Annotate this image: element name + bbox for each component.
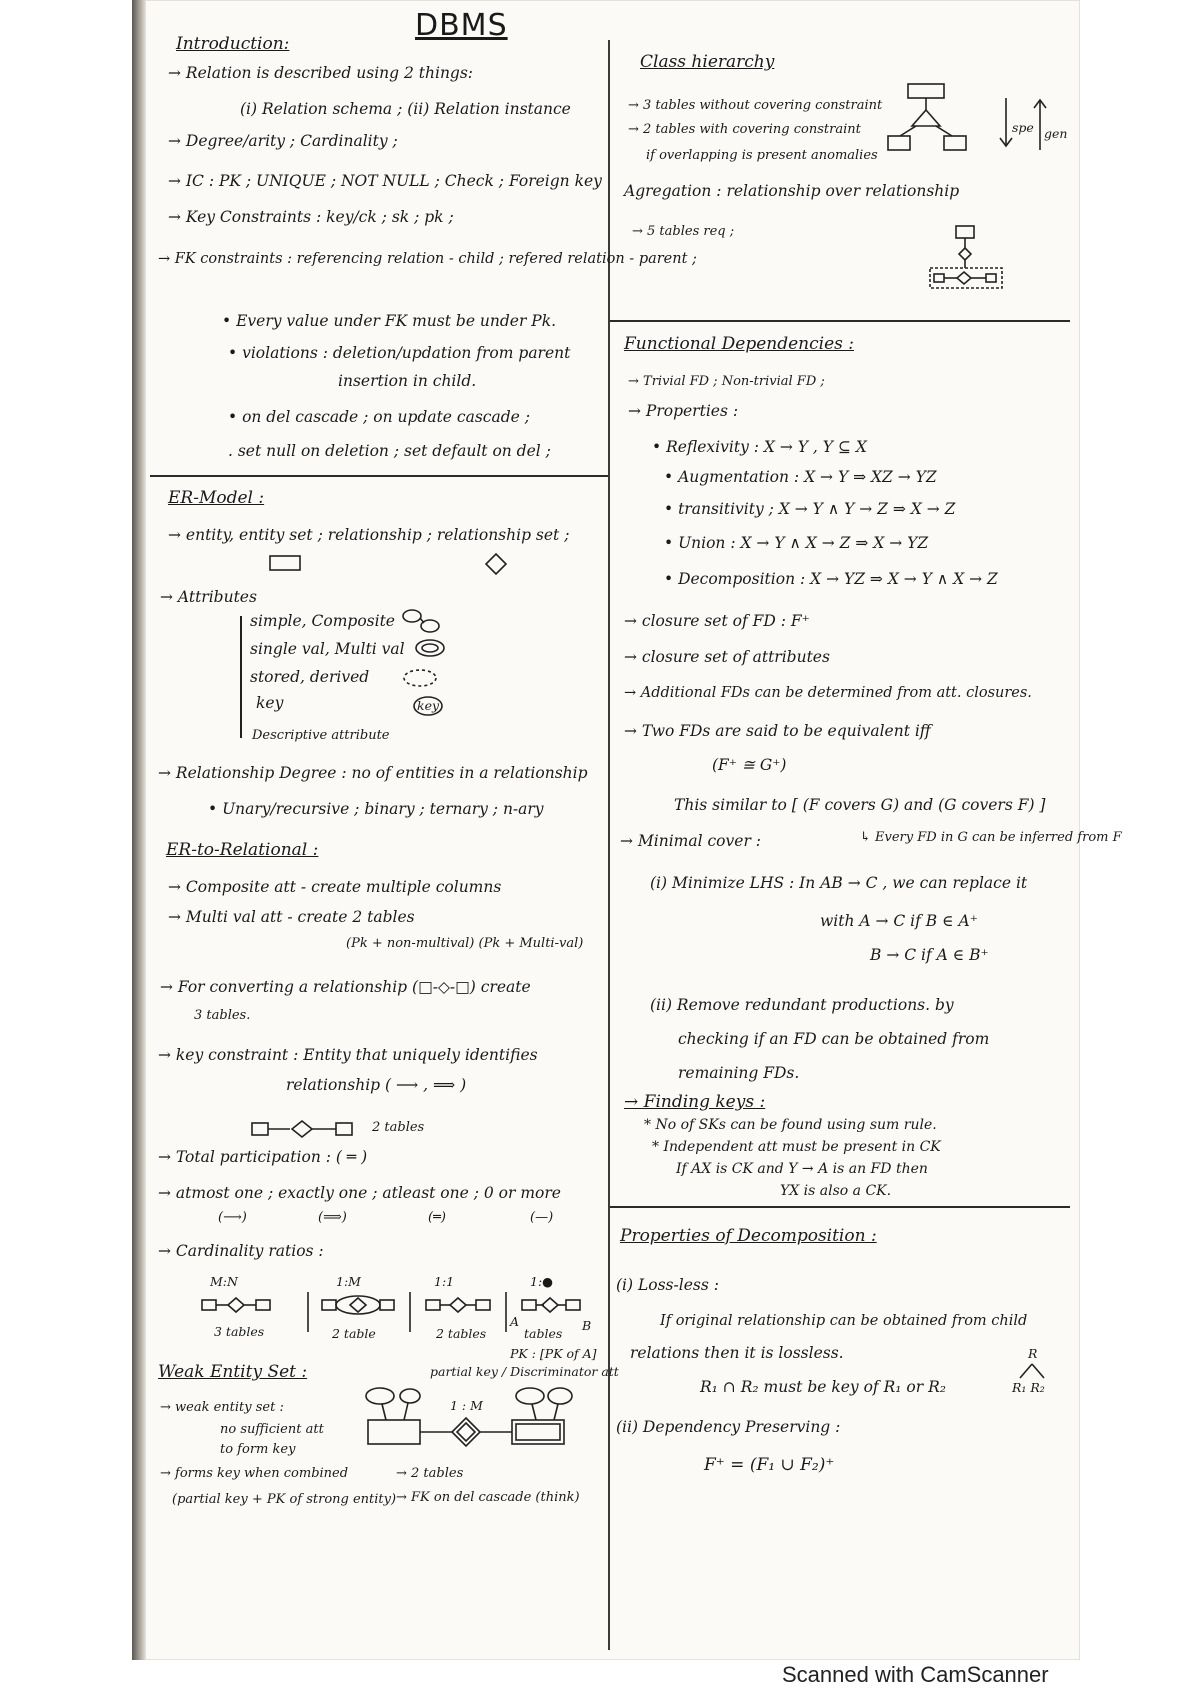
class-hierarchy-heading: Class hierarchy (640, 52, 775, 72)
intro-line: • Every value under FK must be under Pk. (222, 312, 557, 330)
weak-entity-line: → forms key when combined (160, 1466, 349, 1481)
intro-line: • violations : deletion/updation from parent (228, 344, 571, 362)
er-relational-line: (Pk + non-multival) (Pk + Multi-val) (346, 936, 584, 951)
weak-entity-line: (partial key + PK of strong entity) (172, 1492, 397, 1507)
finding-keys-heading: → Finding keys : (624, 1092, 766, 1112)
scanner-watermark: Scanned with CamScanner (782, 1662, 1049, 1687)
participation-symbol: (═) (428, 1210, 446, 1225)
fd-property: • Augmentation : X → Y ⇒ XZ → YZ (664, 468, 937, 486)
weak-entity-line: 1 : M (450, 1398, 483, 1413)
ratio-tables: 3 tables (214, 1324, 265, 1339)
intro-line: • on del cascade ; on update cascade ; (228, 408, 530, 426)
key-constraint-diagram (250, 1118, 360, 1142)
ratio-label: M:N (210, 1274, 238, 1289)
weak-entity-diagram (360, 1384, 580, 1454)
fd-line: → closure set of FD : F⁺ (624, 612, 810, 630)
key-attribute-label: key (417, 698, 440, 713)
fd-line: B → C if A ∈ B⁺ (870, 946, 989, 964)
participation-symbol: (⟶) (218, 1210, 247, 1225)
fd-line: remaining FDs. (678, 1064, 800, 1082)
ratio-tables: tables (524, 1326, 563, 1341)
class-hierarchy-line: → 2 tables with covering constraint (628, 122, 861, 137)
ratio-label: 1:M (336, 1274, 361, 1289)
ratio-tables: 2 table (332, 1326, 376, 1341)
er-relational-line: → For converting a relationship (□-◇-□) create (160, 978, 531, 996)
section-divider-right-2 (610, 1206, 1070, 1208)
fd-line: → Properties : (628, 402, 739, 420)
er-line: → entity, entity set ; relationship ; relationship set ; (168, 526, 570, 544)
intro-line: → IC : PK ; UNIQUE ; NOT NULL ; Check ; Foreign key (168, 172, 602, 190)
fd-line: → Two FDs are said to be equivalent iff (624, 722, 931, 740)
decomposition-tree-root: R (1028, 1346, 1038, 1361)
participation-symbol: (—) (530, 1210, 554, 1225)
er-line: stored, derived (250, 668, 370, 686)
er-line: → Relationship Degree : no of entities in a relationship (158, 764, 588, 782)
fd-line: (F⁺ ≅ G⁺) (712, 756, 787, 774)
weak-entity-line: partial key / Discriminator att (430, 1364, 619, 1379)
er-line: simple, Composite (250, 612, 395, 630)
spe-label: spe (1012, 120, 1034, 135)
decomposition-line: (ii) Dependency Preserving : (616, 1418, 841, 1436)
finding-keys-line: * No of SKs can be found using sum rule. (644, 1117, 937, 1133)
er-relational-line: → key constraint : Entity that uniquely identifies (158, 1046, 538, 1064)
ratio-tables: 2 tables (436, 1326, 487, 1341)
fd-line: (i) Minimize LHS : In AB → C , we can replace it (650, 874, 1028, 892)
fd-line: → Additional FDs can be determined from att. closures. (624, 685, 1032, 701)
er-line: single val, Multi val (250, 640, 405, 658)
ratio-label: 1:1 (434, 1274, 455, 1289)
section-divider-right-1 (610, 320, 1070, 322)
er-line: key (256, 694, 284, 712)
ratio-entity-a: A (510, 1314, 520, 1329)
intro-line: → Relation is described using 2 things: (168, 64, 474, 82)
fd-line: checking if an FD can be obtained from (678, 1030, 990, 1048)
class-hierarchy-line: → 5 tables req ; (632, 224, 735, 239)
page-title: DBMS (415, 8, 508, 43)
decomposition-line: (i) Loss-less : (616, 1276, 719, 1294)
er-relational-line: relationship ( ⟶ , ⟹ ) (286, 1076, 467, 1094)
finding-keys-line: If AX is CK and Y → A is an FD then (676, 1161, 928, 1177)
er-line: • Unary/recursive ; binary ; ternary ; n-ary (208, 800, 544, 818)
aggregation-line: Agregation : relationship over relationship (624, 182, 960, 200)
er-line: Descriptive attribute (252, 728, 390, 743)
weak-entity-line: → weak entity set : (160, 1400, 284, 1415)
decomposition-line: relations then it is lossless. (630, 1344, 844, 1362)
weak-entity-line: → FK on del cascade (think) (396, 1490, 580, 1505)
weak-entity-line: → 2 tables (396, 1466, 464, 1481)
decomposition-heading: Properties of Decomposition : (620, 1226, 877, 1246)
gen-label: gen (1044, 126, 1068, 141)
participation-symbol: (⟹) (318, 1210, 347, 1225)
decomposition-tree-children: R₁ R₂ (1012, 1380, 1045, 1395)
ratio-label: 1:● (530, 1274, 554, 1289)
er-line: → Attributes (160, 588, 257, 606)
decomposition-line: F⁺ = (F₁ ∪ F₂)⁺ (704, 1455, 835, 1475)
er-relational-line: → Total participation : ( ═ ) (158, 1148, 368, 1166)
intro-line: insertion in child. (338, 372, 477, 390)
fd-line: (ii) Remove redundant productions. by (650, 996, 954, 1014)
er-relational-line: 2 tables (372, 1120, 425, 1135)
er-relational-heading: ER-to-Relational : (166, 840, 319, 860)
entity-relationship-symbols (268, 552, 488, 582)
weak-entity-line: no sufficient att (220, 1422, 324, 1437)
intro-line: → Key Constraints : key/ck ; sk ; pk ; (168, 208, 454, 226)
ratio-pk-note: PK : [PK of A] (510, 1346, 597, 1361)
er-heading: ER-Model : (168, 488, 265, 508)
fd-property: • transitivity ; X → Y ∧ Y → Z ⇒ X → Z (664, 500, 956, 518)
intro-line: → Degree/arity ; Cardinality ; (168, 132, 398, 150)
intro-line: → FK constraints : referencing relation - child ; refered relation - parent ; (158, 251, 697, 267)
fd-line: with A → C if B ∈ A⁺ (820, 912, 978, 930)
fd-line: → Minimal cover : (620, 832, 762, 850)
weak-entity-line: to form key (220, 1442, 296, 1457)
er-relational-line: → atmost one ; exactly one ; atleast one ; 0 or more (158, 1184, 561, 1202)
fd-property: • Decomposition : X → YZ ⇒ X → Y ∧ X → Z (664, 570, 998, 588)
class-hierarchy-line: → 3 tables without covering constraint (628, 98, 883, 113)
finding-keys-line: YX is also a CK. (780, 1183, 892, 1199)
fd-line: This similar to [ (F covers G) and (G covers F) ] (674, 796, 1046, 814)
intro-line: (i) Relation schema ; (ii) Relation instance (240, 100, 571, 118)
ratio-entity-b: B (582, 1318, 592, 1333)
er-relational-line: → Multi val att - create 2 tables (168, 908, 415, 926)
cardinality-diagrams (200, 1292, 580, 1320)
fd-line: → Trivial FD ; Non-trivial FD ; (628, 374, 825, 389)
er-relational-line: 3 tables. (194, 1008, 251, 1023)
page-binding-edge (132, 0, 146, 1660)
attributes-bracket (240, 616, 242, 738)
class-hierarchy-line: if overlapping is present anomalies (646, 148, 878, 163)
intro-line: . set null on deletion ; set default on del ; (228, 442, 551, 460)
aggregation-diagram (926, 224, 1016, 294)
section-divider-left-1 (150, 475, 608, 477)
er-relational-line: → Composite att - create multiple columns (168, 878, 502, 896)
fd-line: ↳ Every FD in G can be inferred from F (860, 830, 1122, 845)
class-hierarchy-diagram (886, 82, 976, 160)
fd-property: • Union : X → Y ∧ X → Z ⇒ X → YZ (664, 534, 929, 552)
finding-keys-line: * Independent att must be present in CK (652, 1139, 941, 1155)
intro-heading: Introduction: (176, 34, 290, 54)
fd-property: • Reflexivity : X → Y , Y ⊆ X (652, 438, 867, 456)
decomposition-line: If original relationship can be obtained from child (660, 1313, 1028, 1329)
column-divider (608, 40, 610, 1650)
decomposition-line: R₁ ∩ R₂ must be key of R₁ or R₂ (700, 1378, 946, 1396)
fd-line: → closure set of attributes (624, 648, 830, 666)
weak-entity-heading: Weak Entity Set : (158, 1362, 308, 1382)
fd-heading: Functional Dependencies : (624, 334, 854, 354)
er-relational-line: → Cardinality ratios : (158, 1242, 324, 1260)
